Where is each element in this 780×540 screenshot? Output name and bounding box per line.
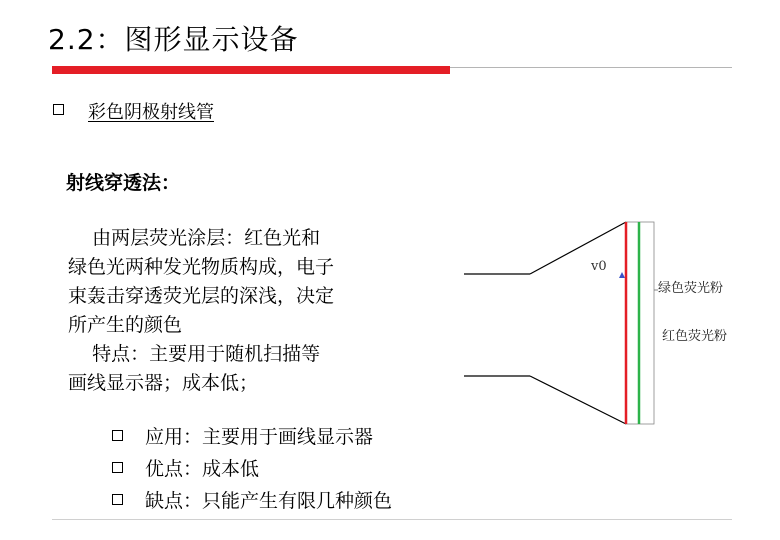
list-bullet-icon [112, 430, 123, 441]
bullet-square-icon [53, 104, 64, 115]
tube-funnel-bottom-line [530, 376, 626, 424]
paragraph-line-6: 画线显示器；成本低； [68, 372, 259, 394]
list-bullet-icon [112, 462, 123, 473]
list-item-application: 应用：主要用于画线显示器 [145, 426, 374, 448]
title-divider-line [450, 67, 732, 68]
paragraph-line-3: 束轰击穿透荧光层的深浅，决定 [68, 285, 335, 307]
paragraph-line-1: 由两层荧光涂层：红色光和 [68, 227, 321, 249]
list-item-advantage: 优点：成本低 [145, 458, 260, 480]
slide-title: 2.2：图形显示设备 [48, 23, 299, 56]
subtitle: 彩色阴极射线管 [88, 102, 214, 123]
red-phosphor-label: 红色荧光粉 [662, 329, 728, 344]
footer-divider-line [52, 519, 732, 520]
green-phosphor-label: 绿色荧光粉 [658, 281, 724, 296]
paragraph-line-4: 所产生的颜色 [68, 314, 183, 336]
crt-penetration-diagram [458, 212, 758, 442]
paragraph-line-5: 特点：主要用于随机扫描等 [68, 343, 321, 365]
list-bullet-icon [112, 494, 123, 505]
paragraph-line-2: 绿色光两种发光物质构成，电子 [68, 256, 335, 278]
section-heading: 射线穿透法： [66, 172, 181, 194]
tube-funnel-top-line [530, 222, 626, 274]
v0-label: v0 [591, 259, 607, 274]
title-accent-bar [52, 66, 450, 74]
electron-beam-marker-icon [619, 272, 625, 278]
list-item-disadvantage: 缺点：只能产生有限几种颜色 [145, 490, 393, 512]
